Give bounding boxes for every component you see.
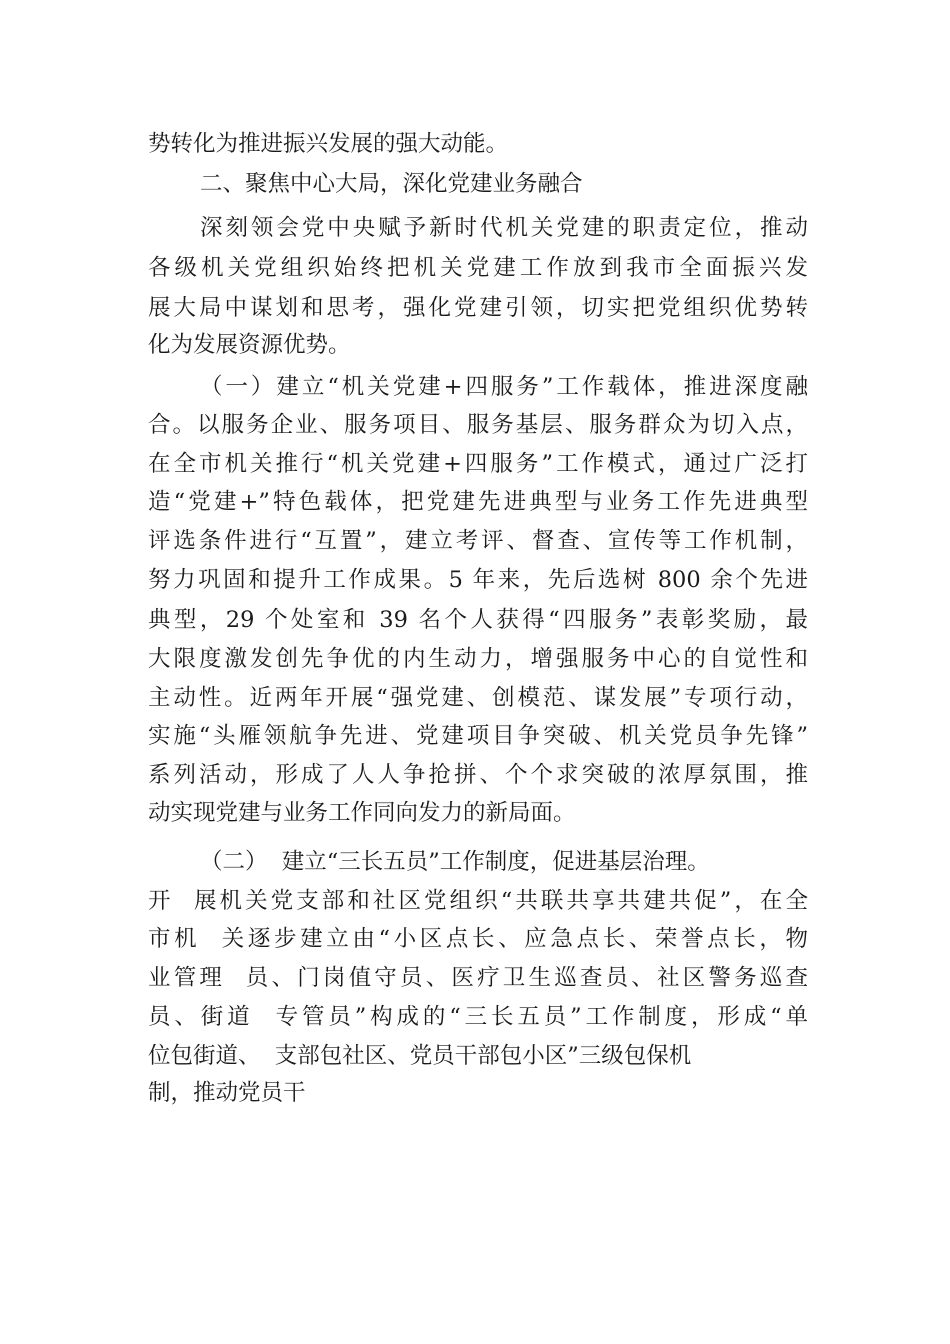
body-text-line: 实施“头雁领航争先进、党建项目争突破、机关党员争先锋”: [148, 723, 808, 749]
body-text-line: 系列活动，形成了人人争抢拼、个个求突破的浓厚氛围，推: [148, 762, 808, 788]
section-heading: 二、聚焦中心大局，深化党建业务融合: [200, 171, 583, 197]
body-text-line: 主动性。近两年开展“强党建、创模范、谋发展”专项行动，: [148, 685, 808, 711]
body-text-line: 展大局中谋划和思考，强化党建引领，切实把党组织优势转: [148, 295, 808, 321]
body-text-line: 势转化为推进振兴发展的强大动能。: [148, 131, 509, 157]
body-text-line: 评选条件进行“互置”，建立考评、督查、宣传等工作机制，: [148, 528, 808, 554]
body-text-line: 大限度激发创先争优的内生动力，增强服务中心的自觉性和: [148, 646, 808, 672]
body-text-line: 各级机关党组织始终把机关党建工作放到我市全面振兴发: [148, 255, 808, 281]
body-text-line: 化为发展资源优势。: [148, 332, 351, 358]
body-text-line: 开 展机关党支部和社区党组织“共联共享共建共促”，在全: [148, 888, 808, 914]
body-text-line: 在全市机关推行“机关党建+四服务”工作模式，通过广泛打: [148, 451, 808, 477]
body-text-line: 典型，29 个处室和 39 名个人获得“四服务”表彰奖励，最: [148, 607, 808, 633]
body-text-line: 制，推动党员干: [148, 1080, 306, 1106]
body-text-line: （一）建立“机关党建+四服务”工作载体，推进深度融: [200, 374, 808, 400]
body-text-line: 员、街道 专管员”构成的“三长五员”工作制度，形成“单: [148, 1004, 808, 1030]
body-text-line: 位包街道、 支部包社区、党员干部包小区”三级包保机: [148, 1043, 692, 1069]
body-text-line: 深刻领会党中央赋予新时代机关党建的职责定位，推动: [200, 215, 808, 241]
subsection-heading: （二） 建立“三长五员”工作制度，促进基层治理。: [200, 849, 710, 875]
body-text-line: 动实现党建与业务工作同向发力的新局面。: [148, 800, 576, 826]
body-text-line: 业管理 员、门岗值守员、医疗卫生巡查员、社区警务巡查: [148, 965, 808, 991]
body-text-line: 市机 关逐步建立由“小区点长、应急点长、荣誉点长，物: [148, 926, 808, 952]
body-text-line: 造“党建+”特色载体，把党建先进典型与业务工作先进典型: [148, 489, 808, 515]
body-text-line: 合。以服务企业、服务项目、服务基层、服务群众为切入点，: [148, 412, 808, 438]
body-text-line: 努力巩固和提升工作成果。5 年来，先后选树 800 余个先进: [148, 567, 808, 593]
